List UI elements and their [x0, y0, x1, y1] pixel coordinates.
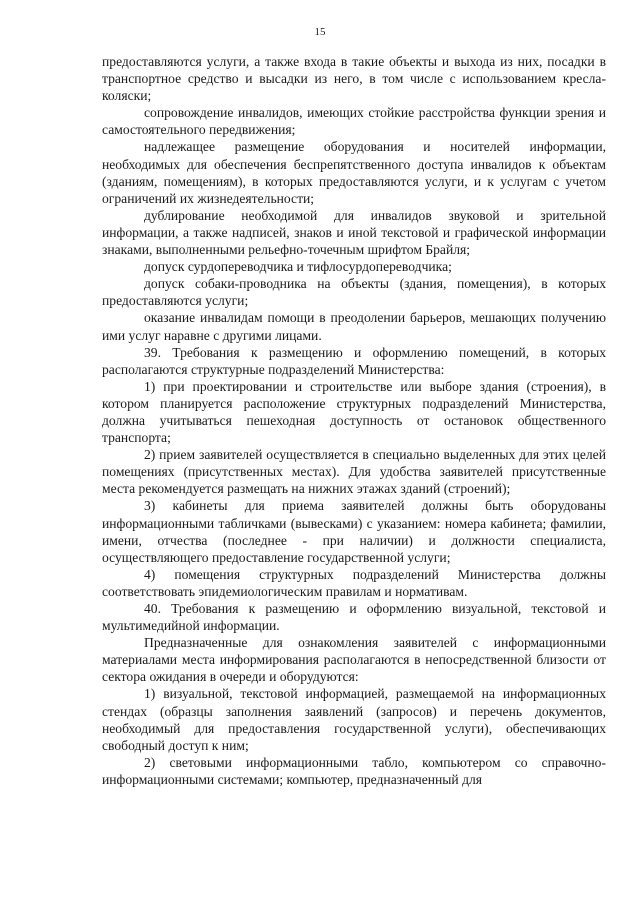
paragraph: надлежащее размещение оборудования и носителей информации, необходимых для обеспечения беспрепятственного доступа инвалидов к объектам (зданиям, помещениям), в которых предоставляются услуги, и к услугам с учетом ограничений их жизнедеятельности; [102, 139, 606, 206]
paragraph: допуск собаки-проводника на объекты (здания, помещения), в которых предоставляются услуги; [102, 276, 606, 309]
list-item: 1) при проектировании и строительстве или выборе здания (строения), в котором планируется расположение структурных подразделений Министерства, должна учитываться пешеходная доступность от остановок общественного транспорта; [102, 378, 606, 446]
page-number: 15 [314, 26, 326, 38]
list-item: 2) световыми информационными табло, компьютером со справочно-информационными системами; компьютер, предназначенный для [102, 754, 606, 787]
paragraph: Предназначенные для ознакомления заявителей с информационными материалами места информирования располагаются в непосредственной близости от сектора ожидания в очереди и оборудуются: [102, 635, 606, 685]
section-40-heading: 40. Требования к размещению и оформлению визуальной, текстовой и мультимедийной информации. [102, 601, 606, 634]
list-item: 2) прием заявителей осуществляется в специально выделенных для этих целей помещениях (присутственных местах). Для удобства заявителей присутственные места рекомендуется размещать на нижних этажах зданий (строений); [102, 447, 606, 497]
list-item: 3) кабинеты для приема заявителей должны быть оборудованы информационными табличками (вывесками) с указанием: номера кабинета; фамилии, имени, отчества (последнее - при наличии) и должности специалиста, осуществляющего предоставление государственной услуги; [102, 498, 606, 565]
paragraph: предоставляются услуги, а также входа в такие объекты и выхода из них, посадки в транспортное средство и высадки из него, в том числе с использованием кресла-коляски; [102, 54, 606, 104]
list-item: 4) помещения структурных подразделений Министерства должны соответствовать эпидемиологическим правилам и нормативам. [102, 566, 606, 599]
list-item: 1) визуальной, текстовой информацией, размещаемой на информационных стендах (образцы заполнения заявлений (запросов) и перечень документов, необходимый для предоставления государственной услуги), обеспечивающих свободный доступ к ним; [102, 686, 606, 753]
paragraph: допуск сурдопереводчика и тифлосурдопереводчика; [144, 259, 452, 275]
section-39-heading: 39. Требования к размещению и оформлению помещений, в которых располагаются структурные подразделений Министерства: [102, 344, 606, 377]
paragraph: дублирование необходимой для инвалидов звуковой и зрительной информации, а также надписей, знаков и иной текстовой и графической информации знаками, выполненными рельефно-точечным шрифтом Брайля; [102, 207, 606, 258]
document-body [102, 53, 606, 788]
paragraph: оказание инвалидам помощи в преодолении барьеров, мешающих получению ими услуг наравне с другими лицами. [102, 310, 606, 343]
paragraph: сопровождение инвалидов, имеющих стойкие расстройства функции зрения и самостоятельного передвижения; [102, 105, 606, 138]
